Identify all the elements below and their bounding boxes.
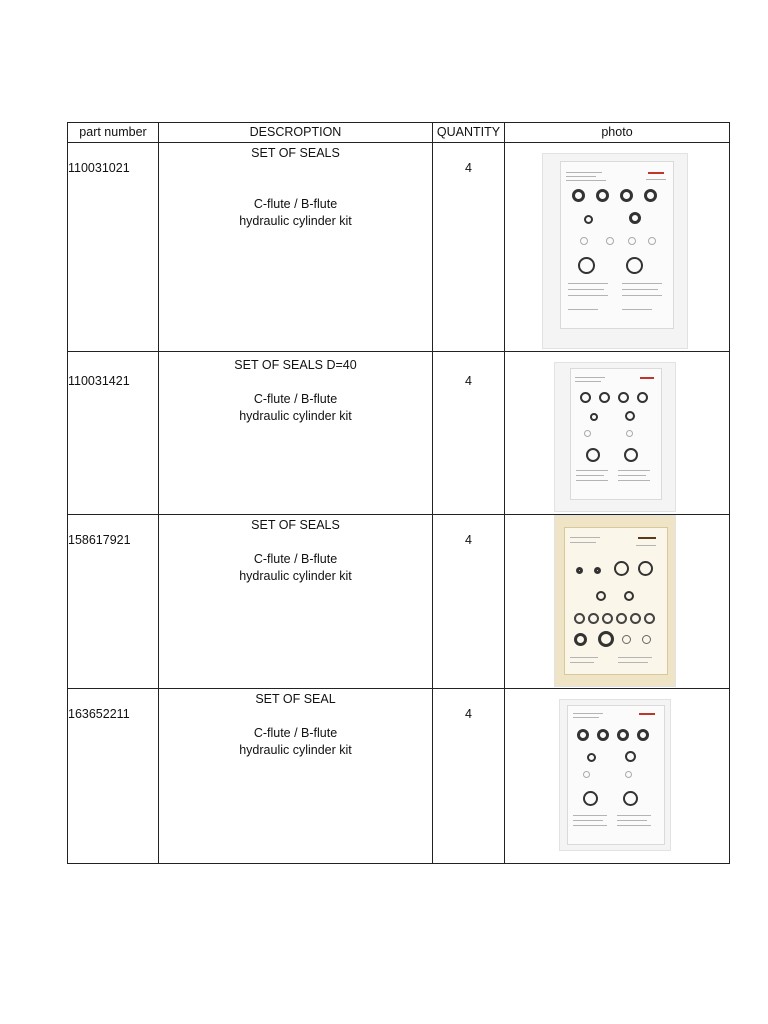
part-number: 158617921 (68, 533, 131, 547)
photo-cell (505, 689, 730, 864)
part-number-cell (68, 352, 159, 515)
seal-kit-card-photo (554, 515, 676, 687)
description-kit: hydraulic cylinder kit (239, 409, 352, 423)
description-title: SET OF SEALS (251, 518, 340, 532)
description-flute: C-flute / B-flute (253, 552, 338, 566)
quantity-cell (433, 515, 505, 689)
part-number-cell (68, 143, 159, 352)
quantity: 4 (465, 707, 472, 721)
table-row (68, 352, 730, 515)
table-row (68, 515, 730, 689)
description-flute: C-flute / B-flute (253, 197, 338, 211)
quantity-cell (433, 352, 505, 515)
description-cell (159, 352, 433, 515)
header-quantity: QUANTITY (433, 123, 505, 143)
seal-kit-card-photo (559, 699, 671, 851)
photo-cell (505, 352, 730, 515)
description-cell (159, 689, 433, 864)
quantity: 4 (465, 161, 472, 175)
seal-kit-card-photo (542, 153, 688, 349)
table-row (68, 689, 730, 864)
header-part-number: part number (68, 123, 159, 143)
part-number: 110031421 (68, 374, 130, 388)
description-kit: hydraulic cylinder kit (239, 569, 352, 583)
quantity: 4 (465, 374, 472, 388)
quantity-cell (433, 143, 505, 352)
photo-cell (505, 143, 730, 352)
description-cell (159, 143, 433, 352)
header-description: DESCROPTION (159, 123, 433, 143)
quantity-cell (433, 689, 505, 864)
part-number: 163652211 (68, 707, 130, 721)
table-row (68, 143, 730, 352)
description-title: SET OF SEALS D=40 (234, 358, 357, 372)
description-kit: hydraulic cylinder kit (239, 743, 352, 757)
description-cell (159, 515, 433, 689)
parts-table (67, 122, 730, 864)
header-photo: photo (505, 123, 730, 143)
part-number-cell (68, 515, 159, 689)
description-flute: C-flute / B-flute (253, 392, 338, 406)
description-kit: hydraulic cylinder kit (239, 214, 352, 228)
seal-kit-card-photo (554, 362, 676, 512)
description-title: SET OF SEAL (255, 692, 336, 706)
description-flute: C-flute / B-flute (253, 726, 338, 740)
photo-cell (505, 515, 730, 689)
part-number: 110031021 (68, 161, 130, 175)
description-title: SET OF SEALS (251, 146, 340, 160)
quantity: 4 (465, 533, 472, 547)
table-header-row (68, 123, 730, 143)
part-number-cell (68, 689, 159, 864)
